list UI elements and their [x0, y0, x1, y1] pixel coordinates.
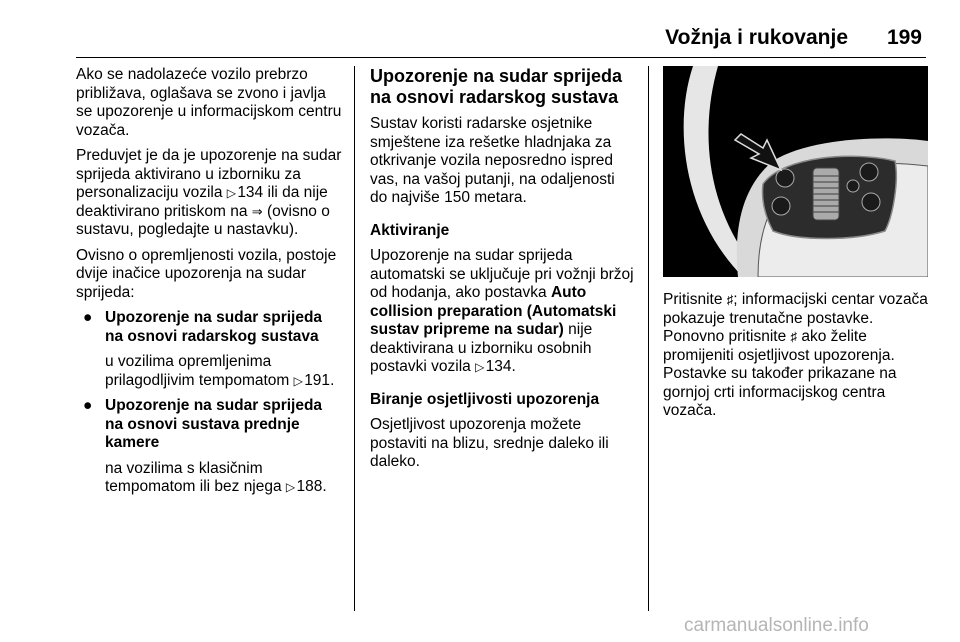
list-item — [76, 397, 344, 453]
column-divider-left — [354, 66, 355, 611]
reference-arrow-icon: ▷ — [475, 360, 485, 374]
sensitivity-button-icon: ♯ — [790, 329, 798, 344]
paragraph-text: u vozilima opremljenima prilagodljivim tempomatom — [105, 353, 294, 389]
paragraph — [370, 115, 635, 208]
section-heading: Upozorenje na sudar sprijeda na osnovi radarskog sustava — [370, 66, 623, 107]
paragraph — [370, 416, 635, 472]
steering-wheel-icon — [663, 66, 928, 277]
paragraph-text: Osjetljivost upozorenja možete postaviti na blizu, srednje daleko ili daleko. — [370, 416, 609, 470]
paragraph-text: (ovisno o sustavu, pogledajte u nastavku). — [76, 202, 330, 238]
column-middle — [370, 66, 635, 479]
paragraph-text: . — [330, 371, 335, 389]
bullet-heading: Upozorenje na sudar sprijeda na osnovi radarskog sustava — [105, 309, 323, 345]
reference-arrow-icon: ▷ — [293, 373, 303, 388]
page-header — [0, 26, 960, 56]
paragraph-text: Pritisnite — [663, 291, 727, 308]
bullet-body — [76, 353, 344, 390]
paragraph-text: . — [322, 478, 327, 495]
paragraph-text: . — [511, 358, 516, 375]
page-reference[interactable]: 134 — [485, 358, 512, 375]
paragraph-text: nije deaktivirana u izborniku osobnih postavki vozila — [370, 321, 593, 375]
paragraph-text: Ovisno o opremljenosti vozila, postoje dvije inačice upozorenja na sudar sprijeda: — [76, 246, 337, 301]
paragraph-text: Upozorenje na sudar sprijeda automatski se uključuje pri vožnji bržoj od hodanja, ako postavka — [370, 247, 634, 301]
paragraph — [370, 247, 635, 377]
page-reference[interactable]: 134 — [237, 184, 264, 201]
bullet-icon: ● — [83, 397, 93, 414]
figure-caption — [663, 291, 928, 421]
page-reference[interactable]: 191 — [304, 371, 331, 389]
paragraph — [76, 247, 344, 303]
column-divider-right — [648, 66, 649, 611]
subheading-sensitivity: Biranje osjetljivosti upozorenja — [370, 390, 600, 408]
page-title: Vožnja i rukovanje — [665, 26, 848, 49]
column-left — [76, 66, 344, 504]
paragraph-text: Sustav koristi radarske osjetnike smještene iza rešetke hladnjaka za otkrivanje vozila neposredno ispred vas, na vašoj putanji, na odaljenosti do najviše 150 metara. — [370, 115, 615, 206]
paragraph-text: na vozilima s klasičnim tempomatom ili bez njega — [105, 459, 286, 495]
header-rule — [76, 57, 926, 58]
page-number: 199 — [886, 26, 922, 49]
subheading-activation: Aktiviranje — [370, 221, 450, 239]
bullet-heading: Upozorenje na sudar sprijeda na osnovi sustava prednje kamere — [105, 397, 323, 451]
paragraph — [76, 147, 344, 240]
reference-arrow-icon: ▷ — [285, 480, 296, 494]
paragraph — [76, 66, 344, 140]
reference-arrow-icon: ▷ — [226, 186, 237, 200]
paragraph-text: ili da nije deaktivirano pritiskom na — [76, 184, 328, 220]
list-item — [76, 309, 344, 346]
sensitivity-button-icon: ♯ — [726, 292, 734, 307]
steering-wheel-illustration — [663, 66, 928, 277]
setting-name: Auto collision preparation (Automatski sustav pripreme na sudar) — [370, 284, 617, 338]
paragraph-text: Preduvjet je da je upozorenje na sudar sprijeda aktivirano u izborniku za personalizaciju vozila — [76, 147, 342, 201]
paragraph-text: ; informacijski centar vozača pokazuje trenutačne postavke. Ponovno pritisnite — [663, 291, 928, 345]
watermark: carmanualsonline.info — [684, 615, 869, 636]
collision-warning-icon: ⇒ — [251, 203, 263, 219]
bullet-icon: ● — [83, 309, 93, 326]
page-reference[interactable]: 188 — [296, 478, 323, 495]
bullet-body — [76, 460, 344, 497]
paragraph-text: ako želite promijeniti osjetljivost upozorenja. Postavke su također prikazane na gornjoj crti informacijskog centra vozača. — [663, 328, 897, 419]
paragraph-text: Ako se nadolazeće vozilo prebrzo približava, oglašava se zvono i javlja se upozorenje u informacijskom centru vozača. — [76, 66, 342, 139]
